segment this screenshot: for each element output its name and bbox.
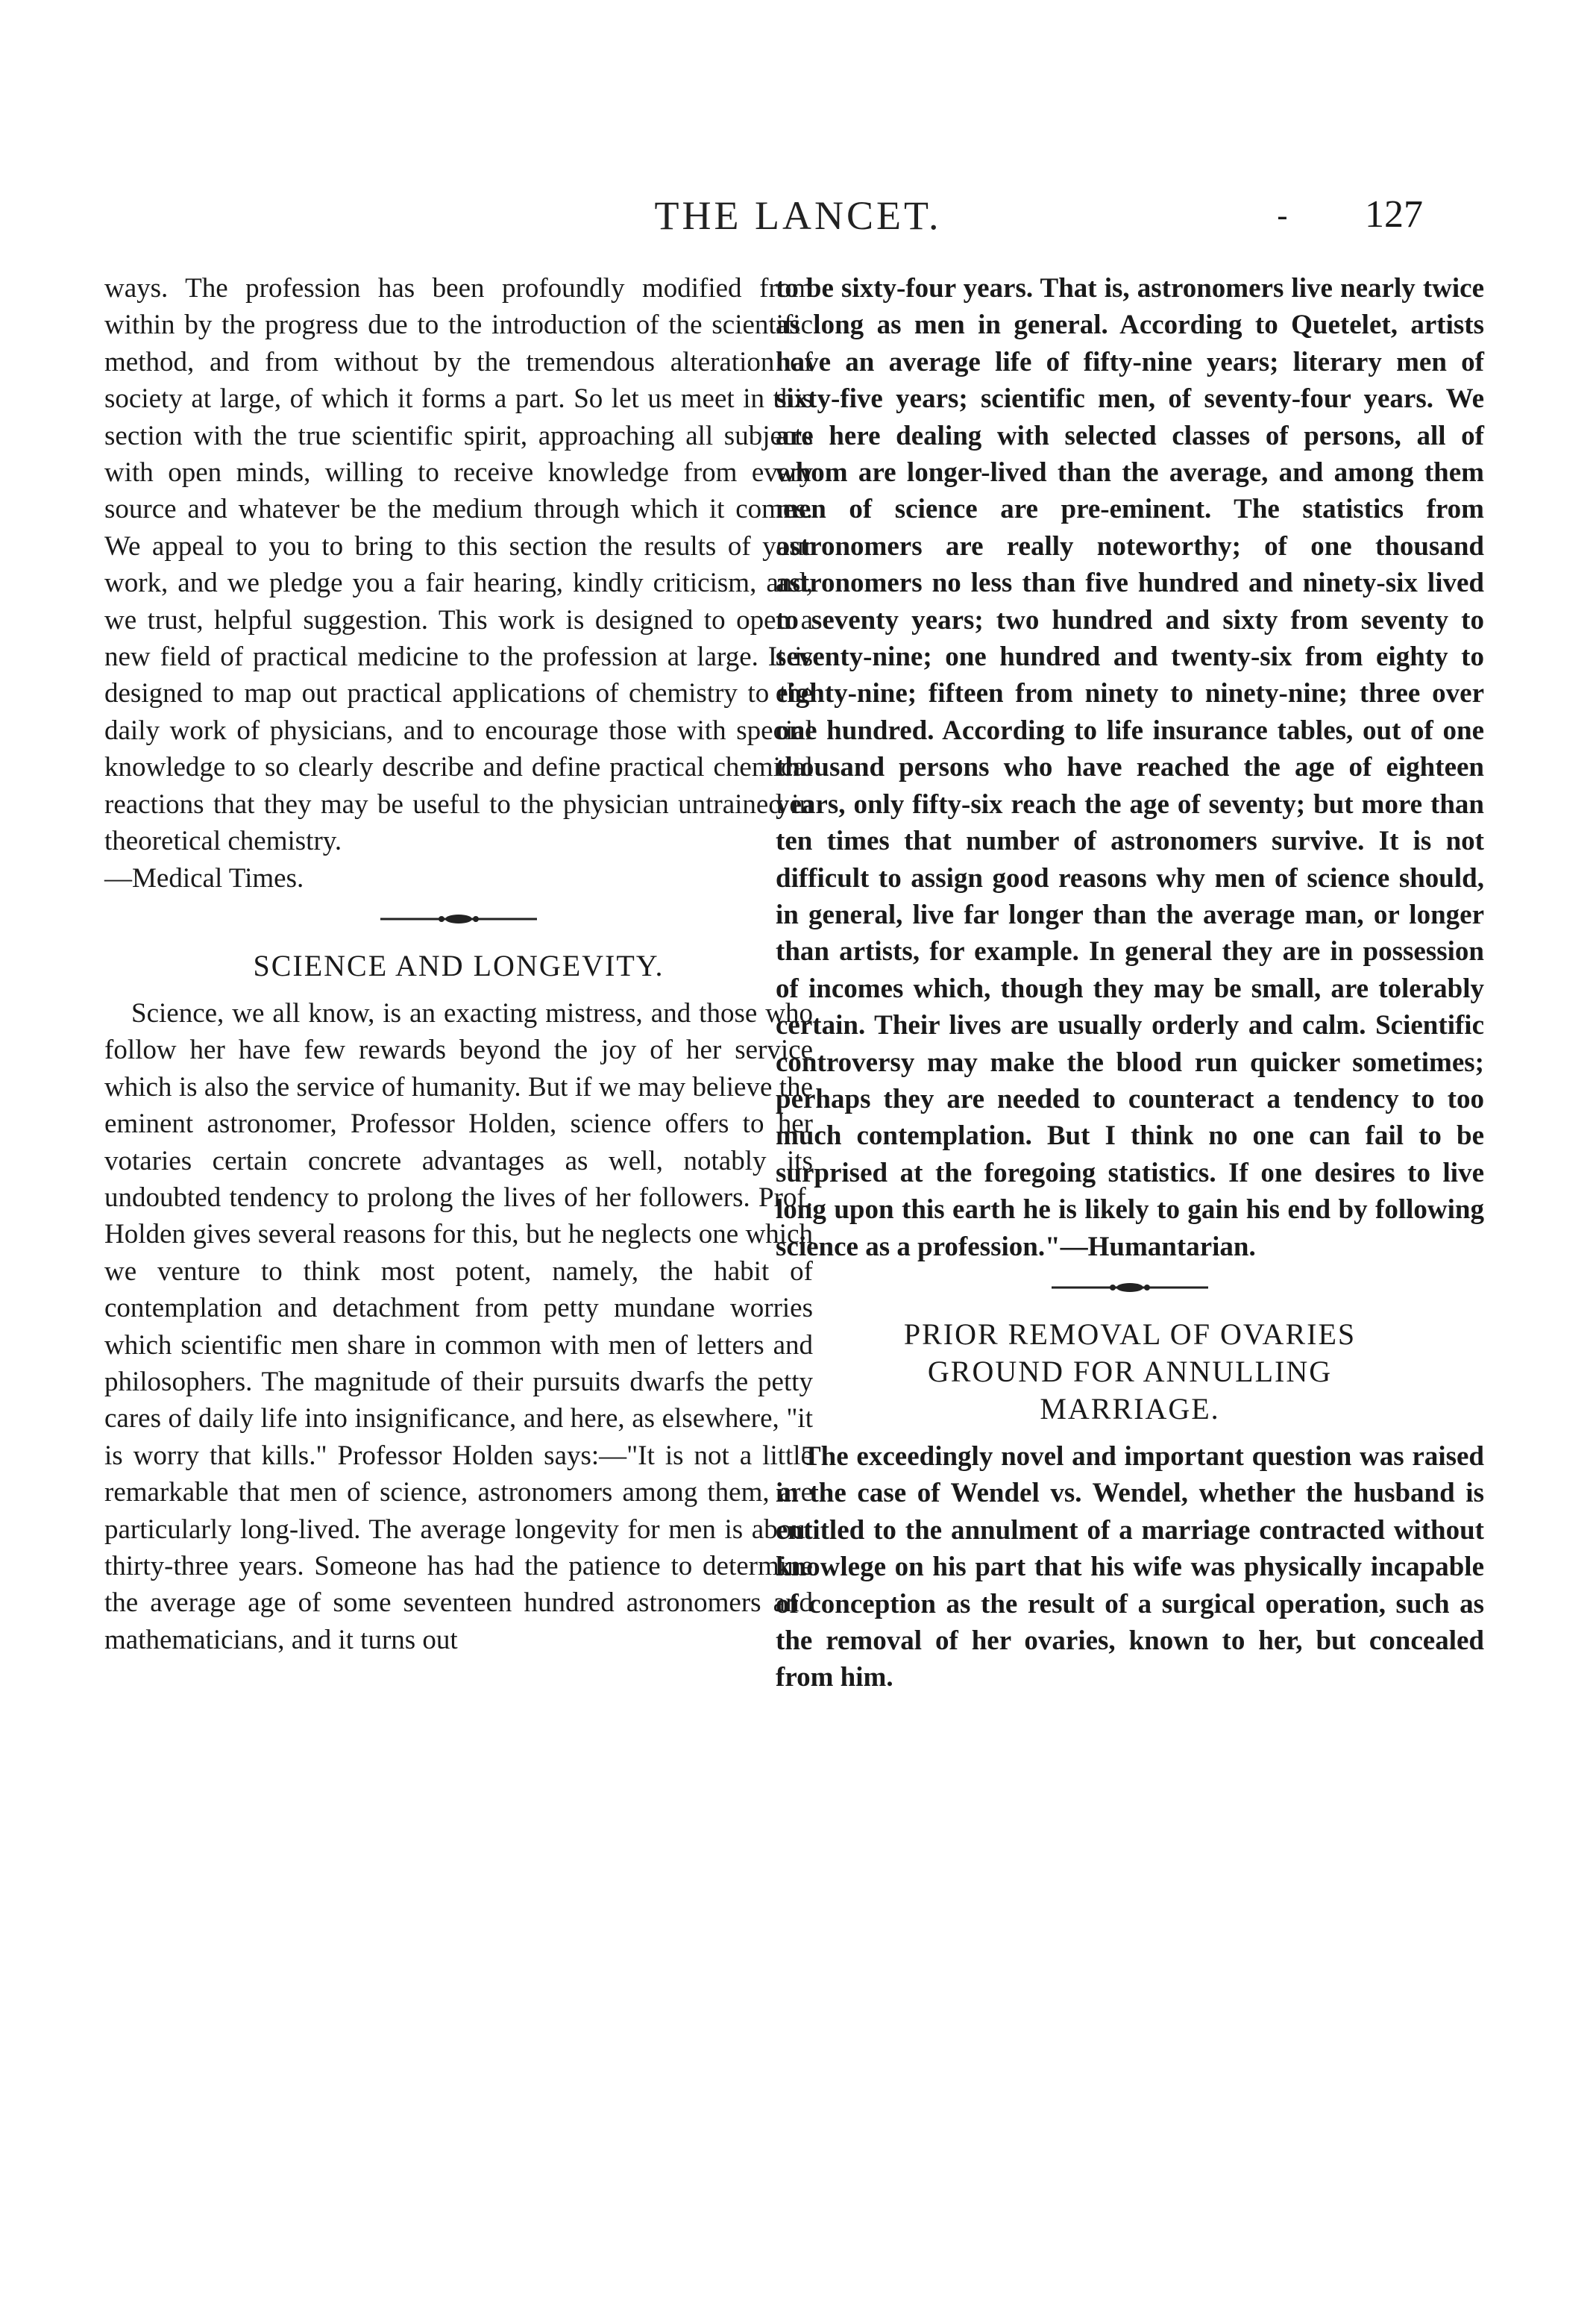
running-title: THE LANCET. [654,193,942,238]
article-body-ovaries: The exceedingly novel and important question was raised in the case of Wendel vs. Wendel, whether the husband is entitled to the annulment of a marriage contracted without knowlege on his part that his wife was physically incapable of conception as the result of a surgical operation, such as the removal of her ovaries, known to her, but concealed from him. [776,1440,1484,1693]
heading-line: PRIOR REMOVAL OF OVARIES [903,1317,1357,1351]
article-heading-ovaries [776,1316,1484,1428]
heading-line: MARRIAGE. [1040,1391,1220,1426]
article-continuation-longevity: to be sixty-four years. That is, astronomers live nearly twice as long as men in general. According to Quetelet, artists have an average life of fifty-nine years; literary men of sixty-five years; scientific men, of seventy-four years. We are here dealing with selected classes of persons, all of whom are longer-lived than the average, and among them men of science are pre-eminent. The statistics from astronomers are really noteworthy; of one thousand astronomers no less than five hundred and ninety-six lived to seventy years; two hundred and sixty from seventy to seventy-nine; one hundred and twenty-six from eighty to eighty-nine; fifteen from ninety to ninety-nine; three over one hundred. According to life insurance tables, out of one thousand persons who have reached the age of eighteen years, only fifty-six reach the age of seventy; but more than ten times that number of astronomers survive. It is not difficult to assign good reasons why men of science should, in general, live far longer than the average man, or longer than artists, for example. In general they are in possession of incomes which, though they may be small, are tolerably certain. Their lives are usually orderly and calm. Scientific controversy may make the blood run quicker sometimes; perhaps they are needed to counteract a tendency to too much contemplation. But I think no one can fail to be surprised at the foregoing statistics. If one desires to live long upon this earth he is likely to gain his end by following science as a profession."—Humantarian. [776,273,1484,1262]
section-divider [776,1265,1484,1310]
heading-line: GROUND FOR ANNULLING [927,1354,1333,1388]
section-divider [104,897,813,941]
ornament-rule-icon [1052,1282,1208,1293]
article-body-longevity: Science, we all know, is an exacting mistress, and those who follow her have few rewards beyond the joy of her service which is also the service of humanity. But if we may believe the eminent astronomer, Professor Holden, science offers to her votaries certain concrete advantages as well, notably its undoubted tendency to prolong the lives of her followers. Prof. Holden gives several reasons for this, but he neglects one which we venture to think most potent, namely, the habit of contemplation and detachment from petty mundane worries which scientific men share in common with men of letters and philosophers. The magnitude of their pursuits dwarfs the petty cares of daily life into insignificance, and here, as elsewhere, "it is worry that kills." Professor Holden says:—"It is not a little remarkable that men of science, astronomers among them, are particularly long-lived. The average longevity for men is about thirty-three years. Someone has had the patience to determine the average age of some seventeen hundred astronomers and mathematicians, and it turns out [104,997,813,1655]
left-column [104,270,813,1658]
right-column [776,270,1484,1696]
page-number: 127 [1365,193,1423,236]
ornament-rule-icon [380,914,537,924]
header-dash: - [1277,197,1288,235]
continued-paragraph: ways. The profession has been profoundly modified from within by the progress due to the introduction of the scientific method, and from without by the tremendous alteration of society at large, of which it forms a part. So let us meet in this section with the true scientific spirit, approaching all subjects with open minds, willing to receive knowledge from every source and whatever be the medium through which it comes. We appeal to you to bring to this section the results of your work, and we pledge you a fair hearing, kindly criticism, and, we trust, helpful suggestion. This work is designed to open a new field of practical medicine to the profession at large. It is designed to map out practical applications of chemistry to the daily work of physicians, and to encourage those with special knowledge to so clearly describe and define practical chemical reactions that they may be useful to the physician untrained in theoretical chemistry. [104,273,813,857]
article-heading-longevity: SCIENCE AND LONGEVITY. [253,948,665,982]
source-credit: —Medical Times. [104,862,304,894]
page-header [0,192,1596,252]
